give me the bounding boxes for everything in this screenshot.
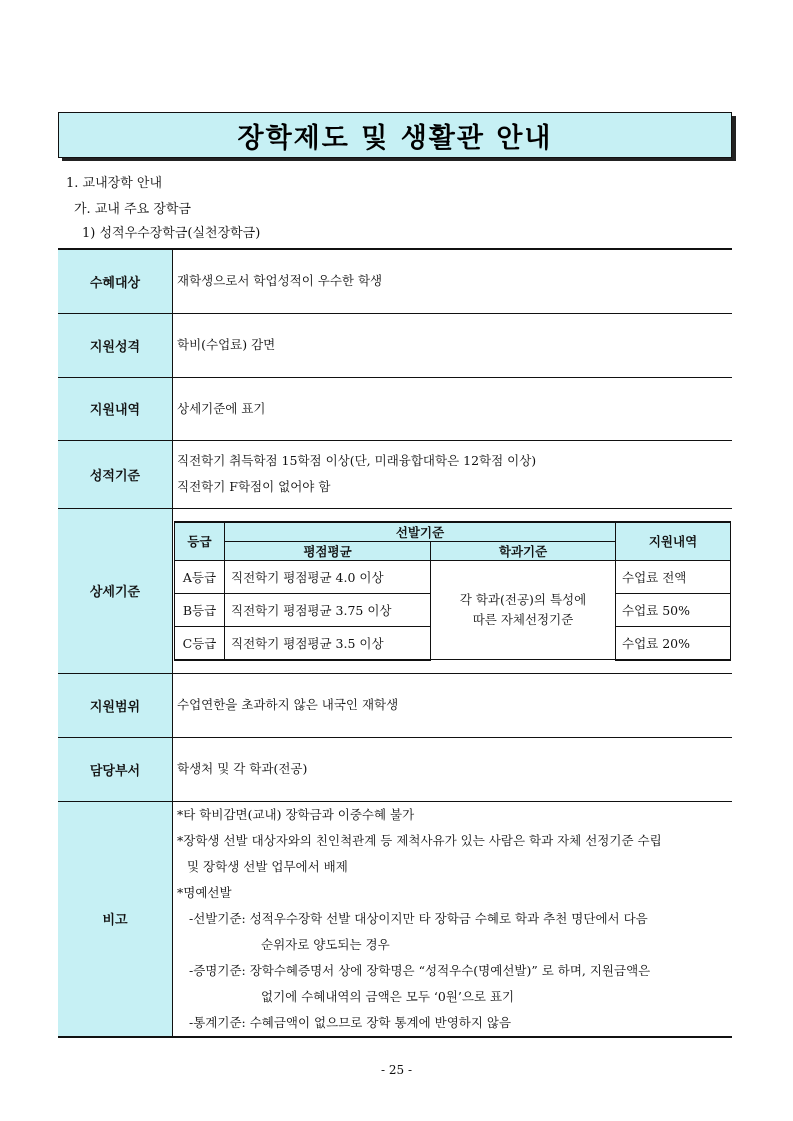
support-cell: 수업료 20% [616, 626, 731, 660]
row-value [173, 673, 733, 737]
remark-line: 없기에 수혜내역의 금액은 모두 ‘0원’으로 표기 [261, 988, 515, 1004]
grade-table [174, 521, 731, 661]
row-text: 직전학기 취득학점 15학점 이상(단, 미래융합대학은 12학점 이상) [177, 453, 537, 468]
table-row [58, 673, 732, 737]
row-value [173, 440, 733, 508]
remark-line: *장학생 선발 대상자와의 친인척관계 등 제척사유가 있는 사람은 학과 자체 선정기준 수립 [177, 832, 662, 848]
grade-row [175, 560, 731, 593]
row-text: 상세기준에 표기 [177, 400, 266, 416]
gpa-cell: 직전학기 평점평균 3.5 이상 [225, 626, 431, 660]
row-value [173, 313, 733, 377]
table-row [58, 377, 732, 440]
remark-line: 순위자로 양도되는 경우 [261, 936, 390, 952]
row-text: 수업연한을 초과하지 않은 내국인 재학생 [177, 697, 399, 712]
row-label: 지원내역 [58, 377, 173, 440]
table-row [58, 508, 732, 673]
row-value [173, 377, 733, 440]
remark-line: *타 학비감면(교내) 장학금과 이중수혜 불가 [177, 806, 415, 822]
row-label: 성적기준 [58, 440, 173, 508]
gpa-header: 평점평균 [225, 541, 431, 560]
table-row [58, 801, 732, 1037]
row-label: 지원범위 [58, 673, 173, 737]
row-label: 담당부서 [58, 737, 173, 801]
row-value [173, 249, 733, 313]
scholarship-table [58, 248, 732, 1038]
dept-criteria-line: 따른 자체선정기준 [472, 611, 574, 627]
remark-line: 및 장학생 선발 업무에서 배제 [187, 858, 348, 874]
row-label: 비고 [58, 801, 173, 1037]
selection-header: 선발기준 [225, 522, 616, 542]
table-row [58, 737, 732, 801]
support-header: 지원내역 [616, 522, 731, 561]
remark-line: -통계기준: 수혜금액이 없으므로 장학 통계에 반영하지 않음 [189, 1014, 512, 1030]
support-cell: 수업료 전액 [616, 560, 731, 593]
table-row [58, 440, 732, 508]
support-cell: 수업료 50% [616, 593, 731, 626]
row-value [173, 737, 733, 801]
remark-line: -선발기준: 성적우수장학 선발 대상이지만 타 장학금 수혜로 학과 추천 명단에서 다음 [189, 910, 648, 926]
dept-criteria-line: 각 학과(전공)의 특성에 [459, 591, 587, 607]
remark-line: *명예선발 [177, 884, 232, 900]
dept-criteria-cell [431, 560, 616, 660]
remark-line: -증명기준: 장학수혜증명서 상에 장학명은 “성적우수(명예선발)” 로 하며, 지원금액은 [189, 962, 651, 978]
remarks-cell [173, 801, 733, 1037]
grade-header: 등급 [175, 522, 225, 561]
grade-cell: B등급 [175, 593, 225, 626]
subsection-heading: 가. 교내 주요 장학금 [74, 202, 191, 217]
dept-header: 학과기준 [431, 541, 616, 560]
grade-cell: C등급 [175, 626, 225, 660]
page-title: 장학제도 및 생활관 안내 [237, 122, 553, 154]
title-banner [58, 112, 732, 158]
row-label: 수혜대상 [58, 249, 173, 313]
gpa-cell: 직전학기 평점평균 4.0 이상 [225, 560, 431, 593]
gpa-cell: 직전학기 평점평균 3.75 이상 [225, 593, 431, 626]
table-row [58, 249, 732, 313]
row-text: 학생처 및 각 학과(전공) [177, 761, 308, 776]
page-number: - 25 - [380, 1063, 412, 1077]
row-text: 직전학기 F학점이 없어야 함 [177, 479, 331, 494]
detail-cell [173, 508, 733, 673]
grade-cell: A등급 [175, 560, 225, 593]
row-text: 학비(수업료) 감면 [177, 337, 276, 352]
section-heading: 1. 교내장학 안내 [66, 176, 163, 191]
row-text: 재학생으로서 학업성적이 우수한 학생 [177, 273, 383, 289]
table-row [58, 313, 732, 377]
row-label: 지원성격 [58, 313, 173, 377]
row-label: 상세기준 [58, 508, 173, 673]
item-heading: 1) 성적우수장학금(실천장학금) [82, 226, 261, 241]
